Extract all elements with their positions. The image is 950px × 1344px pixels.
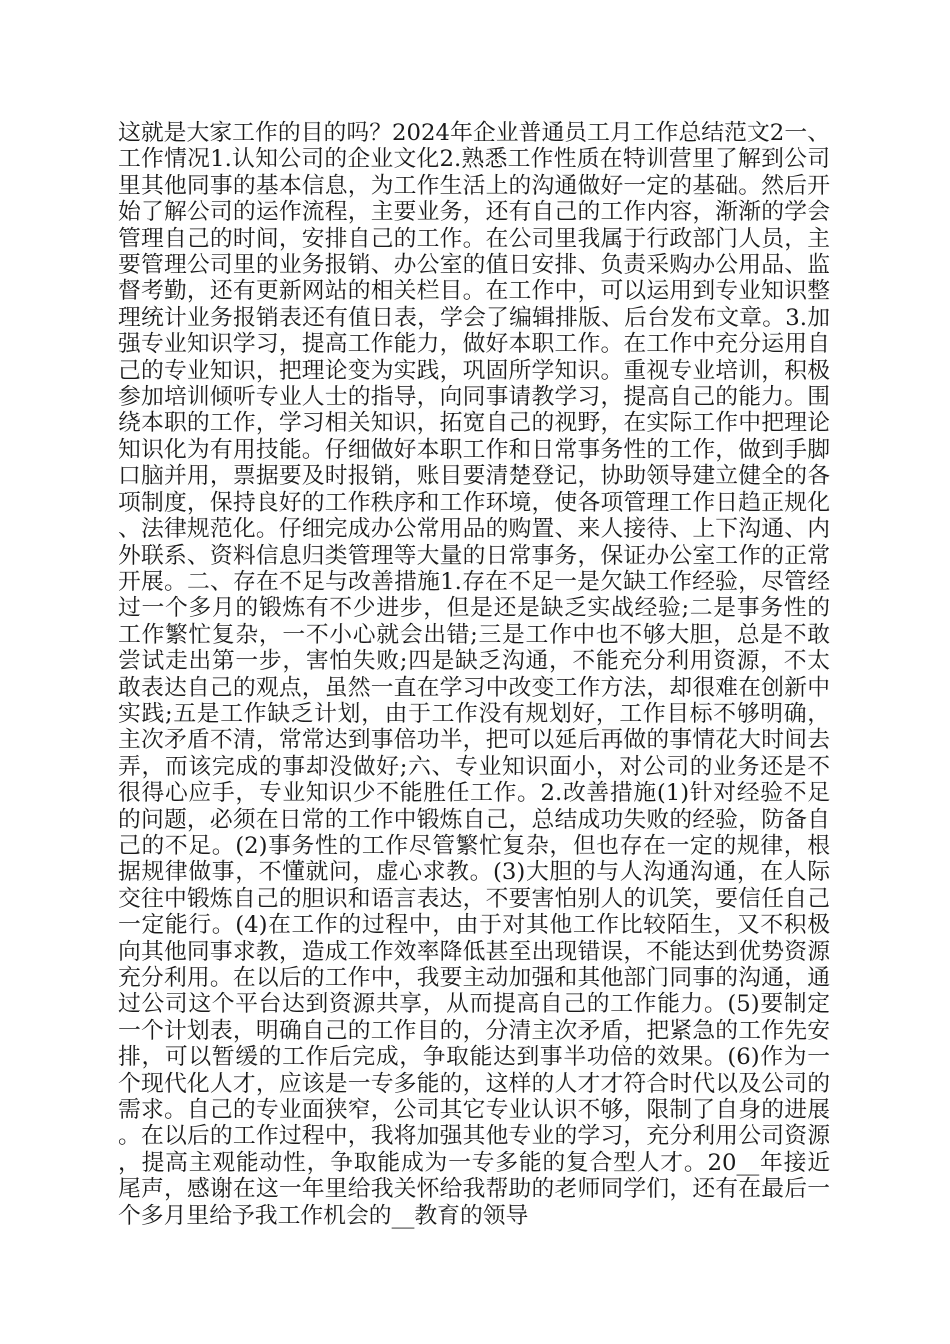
body-paragraph: 这就是大家工作的目的吗？2024年企业普通员工月工作总结范文2一、工作情况1.认知公司的企业文化2.熟悉工作性质在特训营里了解到公司里其他同事的基本信息，为工作生活上的沟通做好一定的基础。然后开始了解公司的运作流程，主要业务，还有自己的工作内容，渐渐的学会管理自己的时间，安排自己的工作。在公司里我属于行政部门人员，主要管理公司里的业务报销、办公室的值日安排、负责采购办公用品、监督考勤，还有更新网站的相关栏目。在工作中，可以运用到专业知识整理统计业务报销表还有值日表，学会了编辑排版、后台发布文章。3.加强专业知识学习，提高工作能力，做好本职工作。在工作中充分运用自己的专业知识，把理论变为实践，巩固所学知识。重视专业培训，积极参加培训倾听专业人士的指导，向同事请教学习，提高自己的能力。围绕本职的工作，学习相关知识，拓宽自己的视野，在实际工作中把理论知识化为有用技能。仔细做好本职工作和日常事务性的工作，做到手脚口脑并用，票据要及时报销，账目要清楚登记，协助领导建立健全的各项制度，保持良好的工作秩序和工作环境，使各项管理工作日趋正规化、法律规范化。仔细完成办公常用品的购置、来人接待、上下沟通、内外联系、资料信息归类管理等大量的日常事务，保证办公室工作的正常开展。二、存在不足与改善措施1.存在不足一是欠缺工作经验，尽管经过一个多月的锻炼有不少进步，但是还是缺乏实战经验;二是事务性的工作繁忙复杂，一不小心就会出错;三是工作中也不够大胆，总是不敢尝试走出第一步，害怕失败;四是缺乏沟通，不能充分利用资源，不太敢表达自己的观点，虽然一直在学习中改变工作方法，却很难在创新中实践;五是工作缺乏计划，由于工作没有规划好，工作目标不够明确，主次矛盾不清，常常达到事倍功半，把可以延后再做的事情花大时间去弄，而该完成的事却没做好;六、专业知识面小，对公司的业务还是不很得心应手，专业知识少不能胜任工作。2.改善措施(1)针对经验不足的问题，必须在日常的工作中锻炼自己，总结成功失败的经验，防备自己的不足。(2)事务性的工作尽管繁忙复杂，但也存在一定的规律，根据规律做事，不懂就问，虚心求教。(3)大胆的与人沟通沟通，在人际交往中锻炼自己的胆识和语言表达，不要害怕别人的讥笑，要信任自己一定能行。(4)在工作的过程中，由于对其他工作比较陌生，又不积极向其他同事求教，造成工作效率降低甚至出现错误，不能达到优势资源充分利用。在以后的工作中，我要主动加强和其他部门同事的沟通，通过公司这个平台达到资源共享，从而提高自己的工作能力。(5)要制定一个计划表，明确自己的工作目的，分清主次矛盾，把紧急的工作先安排，可以暂缓的工作后完成，争取能达到事半功倍的效果。(6)作为一个现代化人才，应该是一专多能的，这样的人才才符合时代以及公司的需求。自己的专业面狭窄，公司其它专业认识不够，限制了自身的进展。在以后的工作过程中，我将加强其他专业的学习，充分利用公司资源，提高主观能动性，争取能成为一专多能的复合型人才。20__年接近尾声，感谢在这一年里给我关怀给我帮助的老师同学们，还有在最后一个多月里给予我工作机会的__教育的领导: [118, 120, 830, 1229]
